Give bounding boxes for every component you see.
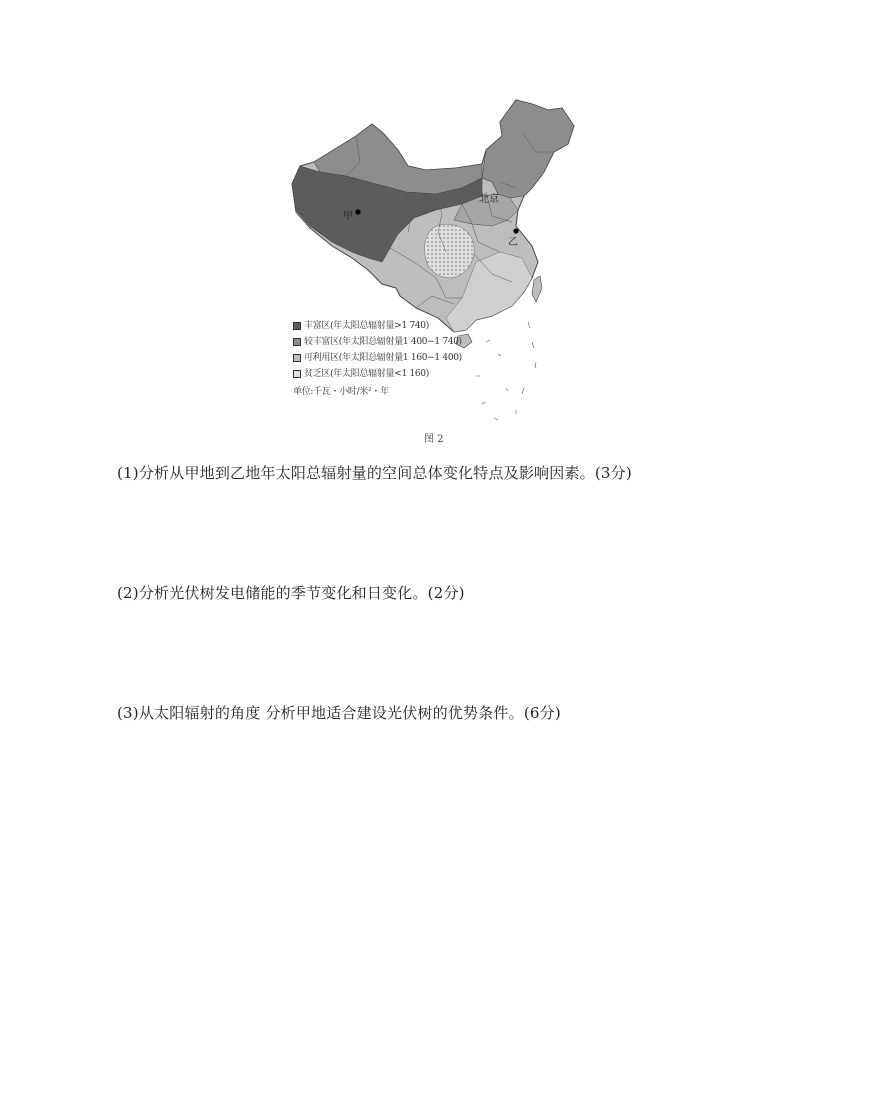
legend-item-pinfa <box>293 366 462 382</box>
legend-swatch <box>293 322 301 330</box>
solar-radiation-map-figure <box>286 92 586 447</box>
legend-item-jiaofengfu <box>293 334 462 350</box>
region-pinfa <box>424 224 474 278</box>
question-2: (2)分析光伏树发电储能的季节变化和日变化。(2分) <box>117 584 465 602</box>
map-legend <box>293 318 462 400</box>
legend-swatch <box>293 370 301 378</box>
legend-label: 丰富区(年太阳总辐射量>1 740) <box>304 321 429 331</box>
legend-label: 可利用区(年太阳总辐射量1 160~1 400) <box>304 353 462 363</box>
legend-item-keliyong <box>293 350 462 366</box>
label-yi: 乙 <box>508 237 518 248</box>
legend-swatch <box>293 338 301 346</box>
point-jia-marker <box>355 209 360 214</box>
south-sea-islands <box>476 322 536 420</box>
legend-unit: 单位:千瓦・小时/米²・年 <box>293 387 389 397</box>
label-beijing: 北京 <box>479 194 499 205</box>
legend-label: 较丰富区(年太阳总辐射量1 400~1 740) <box>304 337 462 347</box>
legend-label: 贫乏区(年太阳总辐射量<1 160) <box>304 369 429 379</box>
question-3: (3)从太阳辐射的角度 分析甲地适合建设光伏树的优势条件。(6分) <box>117 704 561 722</box>
taiwan <box>532 276 542 302</box>
figure-caption: 图 2 <box>424 434 444 445</box>
question-1: (1)分析从甲地到乙地年太阳总辐射量的空间总体变化特点及影响因素。(3分) <box>117 464 632 482</box>
legend-item-fengfu <box>293 318 462 334</box>
label-jia: 甲 <box>343 211 353 222</box>
legend-swatch <box>293 354 301 362</box>
